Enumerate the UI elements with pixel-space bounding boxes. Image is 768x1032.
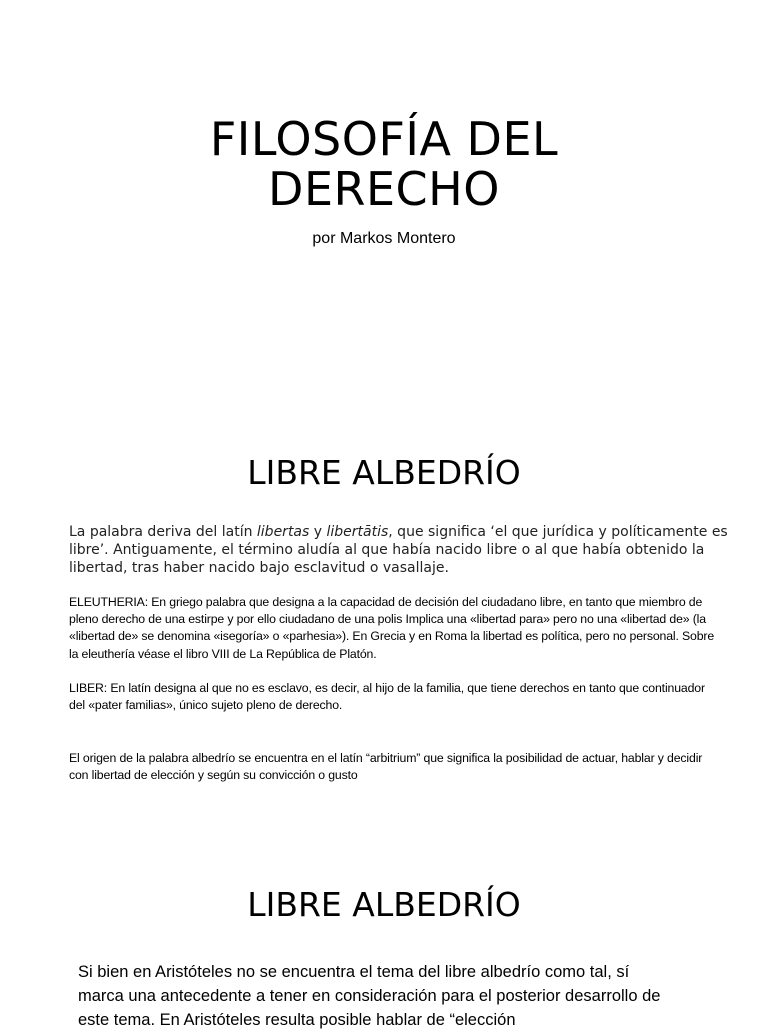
intro-italic-libertas: libertas xyxy=(256,524,310,540)
eleutheria-paragraph: ELEUTHERIA: En griego palabra que designa a la capacidad de decisión del ciudadano libre, en tanto que miembro de pleno derecho de una estirpe y por ello ciudadano de una polis Implica una «libertad para» pero no una «libertad de» (la «libertad de» se denomina «isegoría» o «parhesia»). En Grecia y en Roma la libertad es política, pero no personal. Sobre la eleuthería véase el libro VIII de La República de Platón. xyxy=(69,595,715,661)
liber-paragraph: LIBER: En latín designa al que no es esclavo, es decir, al hijo de la familia, que tiene derechos en tanto que continuador del «pater familias», único sujeto pleno de derecho. xyxy=(69,681,705,713)
aristoteles-paragraph: Si bien en Aristóteles no se encuentra el tema del libre albedrío como tal, sí marca una antecedente a tener en consideración para el posterior desarrollo de este tema. En Aristóteles resulta posible hablar de “elección xyxy=(78,963,661,1029)
document-title-line-1: FILOSOFÍA DEL xyxy=(209,112,559,166)
intro-italic-libertatis: libertātis xyxy=(326,524,389,540)
title-slide xyxy=(0,0,768,330)
intro-text-part-2: y xyxy=(309,524,327,540)
section-title: LIBRE ALBEDRÍO xyxy=(247,453,521,492)
intro-paragraph xyxy=(69,523,729,577)
document-title xyxy=(0,114,768,214)
author-line: por Markos Montero xyxy=(312,230,456,247)
origen-paragraph: El origen de la palabra albedrío se encuentra en el latín “arbitrium” que significa la posibilidad de actuar, hablar y decidir con libertad de elección y según su convicción o gusto xyxy=(69,751,703,783)
section-title: LIBRE ALBEDRÍO xyxy=(247,885,521,924)
intro-text-part-1: La palabra deriva del latín xyxy=(69,524,257,540)
document-title-line-2: DERECHO xyxy=(268,162,500,216)
intro-text-part-3: , que significa ‘el que jurídica y políticamente es libre’. Antiguamente, el término aludía al que había nacido libre o al que había obtenido la libertad, tras haber nacido bajo esclavitud o vasallaje. xyxy=(69,524,728,576)
